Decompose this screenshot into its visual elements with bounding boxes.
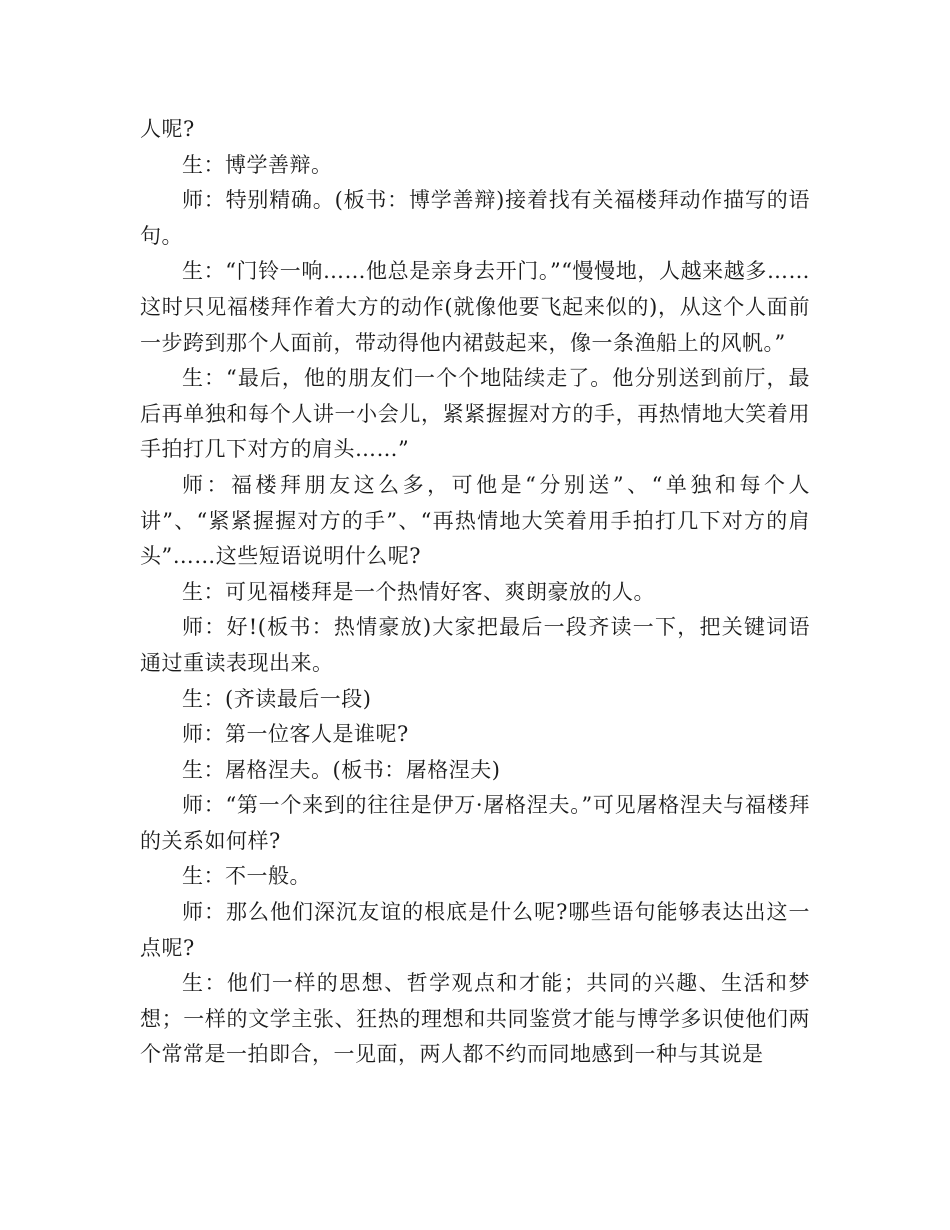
- paragraph: 师：第一位客人是谁呢?: [182, 722, 409, 747]
- paragraph: 生：不一般。: [182, 864, 311, 889]
- paragraph: 师：好!(板书：热情豪放)大家把最后一段齐读一下，把关键词语通过重读表现出来。: [140, 615, 810, 675]
- paragraph: 师：特别精确。(板书：博学善辩)接着找有关福楼拜动作描写的语句。: [140, 188, 810, 248]
- paragraph: 生：屠格涅夫。(板书：屠格涅夫): [182, 757, 501, 782]
- paragraph: 生：可见福楼拜是一个热情好客、爽朗豪放的人。: [182, 579, 655, 604]
- paragraph: 师：那么他们深沉友谊的根底是什么呢?哪些语句能够表达出这一点呢?: [140, 900, 810, 960]
- paragraph: 生：“最后，他的朋友们一个个地陆续走了。他分别送到前厅，最后再单独和每个人讲一小会儿，紧紧握握对方的手，再热情地大笑着用手拍打几下对方的肩头……”: [140, 366, 810, 462]
- paragraph: 生：(齐读最后一段): [182, 686, 372, 711]
- paragraph: 生：博学善辩。: [182, 152, 333, 177]
- paragraph: 人呢?: [140, 117, 195, 141]
- paragraph: 师：福楼拜朋友这么多，可他是“分别送”、“单独和每个人讲”、“紧紧握握对方的手”、“再热情地大笑着用手拍打几下对方的肩头”……这些短语说明什么呢?: [140, 472, 810, 569]
- paragraph: 生：“门铃一响……他总是亲身去开门。”“慢慢地，人越来越多……这时只见福楼拜作着大方的动作(就像他要飞起来似的)，从这个人面前一步跨到那个人面前，带动得他内裙鼓起来，像一条渔船上的风帆。”: [140, 259, 810, 355]
- paragraph: 生：他们一样的思想、哲学观点和才能；共同的兴趣、生活和梦想；一样的文学主张、狂热的理想和共同鉴赏才能与博学多识使他们两个常常是一拍即合，一见面，两人都不约而同地感到一种与其说是: [140, 971, 810, 1067]
- paragraph: 师：“第一个来到的往往是伊万·屠格涅夫。”可见屠格涅夫与福楼拜的关系如何样?: [140, 793, 810, 853]
- document-body: [140, 112, 810, 1073]
